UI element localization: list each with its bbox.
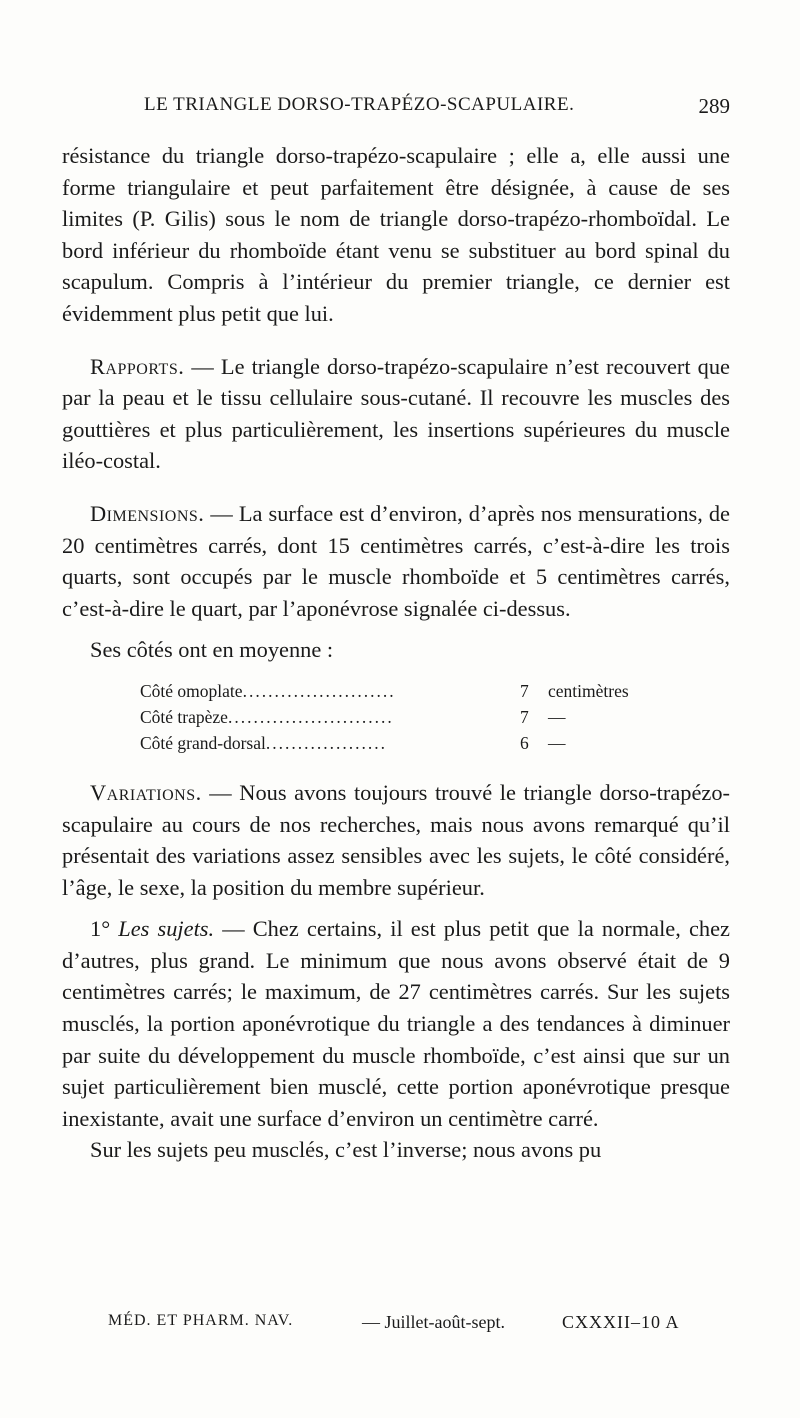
leader-dots: ................... (265, 732, 387, 753)
paragraph-continued (62, 1134, 730, 1166)
row-unit: centimètres (548, 680, 629, 701)
row-label: Côté trapèze (140, 706, 228, 727)
leader-dots: ........................ (242, 680, 396, 701)
footer-journal: MÉD. ET PHARM. NAV. (108, 1312, 294, 1329)
paragraph-text: Sur les sujets peu musclés, c’est l’inverse; nous avons pu (90, 1137, 602, 1163)
row-unit: — (548, 706, 566, 727)
paragraph-text: — Chez certains, il est plus petit que la normale, chez d’autres, plus grand. Le minimum que nous avons observé était de 9 centimètres carrés; le maximum, de 27 centimètres carrés. Sur les sujets musclés, la portion aponévrotique du triangle a des tendances à diminuer par suite du développement du muscle rhomboïde, c’est ainsi que sur un sujet particulièrement bien musclé, cette portion aponévrotique presque inexistante, avait une surface d’environ un centimètre carré. (62, 916, 730, 1131)
page-body (62, 140, 730, 1166)
dimensions-table (140, 678, 668, 756)
running-title: LE TRIANGLE DORSO-TRAPÉZO-SCAPULAIRE. (144, 94, 575, 115)
row-value: 7 (520, 680, 529, 701)
row-value: 7 (520, 706, 529, 727)
paragraph-dimensions (62, 498, 730, 624)
subsection-heading-subjects: Les sujets. (118, 916, 215, 942)
paragraph-text: — La surface est d’environ, d’après nos mensurations, de 20 centimètres carrés, dont 15 centimètres carrés, c’est-à-dire les trois quarts, sont occupés par le muscle rhomboïde et 5 centimètres carrés, c’est-à-dire le quart, par l’aponévrose signalée ci-dessus. (62, 500, 730, 621)
row-label: Côté omoplate (140, 680, 243, 701)
paragraph-continuation (62, 140, 730, 330)
paragraph-sides-intro (62, 634, 730, 666)
section-heading-rapports: Rapports. (90, 353, 185, 379)
footer-signature: CXXXII–10 A (562, 1312, 680, 1332)
table-row (140, 704, 668, 730)
paragraph-text: — Nous avons toujours trouvé le triangle dorso-trapézo-scapulaire au cours de nos recherches, mais nous avons remarqué qu’il présentait des variations assez sensibles avec les sujets, le côté considéré, l’âge, le sexe, la position du membre supérieur. (62, 779, 730, 900)
section-heading-dimensions: Dimensions. (90, 500, 205, 526)
paragraph-text: résistance du triangle dorso-trapézo-scapulaire ; elle a, elle aussi une forme triangulaire et peut parfaitement être désignée, à cause de ses limites (P. Gilis) sous le nom de triangle dorso-trapézo-rhomboïdal. Le bord inférieur du rhomboïde étant venu se substituer au bord spinal du scapulum. Compris à l’intérieur du premier triangle, ce dernier est évidemment plus petit que lui. (62, 143, 730, 326)
table-row (140, 730, 668, 756)
paragraph-rapports (62, 351, 730, 477)
page-footer (62, 1312, 730, 1340)
section-heading-variations: Variations. (90, 779, 202, 805)
running-header (62, 94, 730, 126)
leader-dots: .......................... (227, 706, 394, 727)
footer-issue: — Juillet-août-sept. (362, 1312, 505, 1332)
row-value: 6 (520, 732, 529, 753)
table-row (140, 678, 668, 704)
paragraph-text: Ses côtés ont en moyenne : (90, 637, 334, 663)
list-number: 1° (90, 916, 119, 942)
paragraph-subjects (62, 913, 730, 1134)
page-number: 289 (698, 94, 730, 118)
row-label: Côté grand-dorsal (140, 732, 266, 753)
row-unit: — (548, 732, 566, 753)
paragraph-variations (62, 777, 730, 903)
paragraph-text: — Le triangle dorso-trapézo-scapulaire n’est recouvert que par la peau et le tissu cellulaire sous-cutané. Il recouvre les muscles des gouttières et plus particulièrement, les insertions supérieures du muscle iléo-costal. (62, 353, 730, 474)
